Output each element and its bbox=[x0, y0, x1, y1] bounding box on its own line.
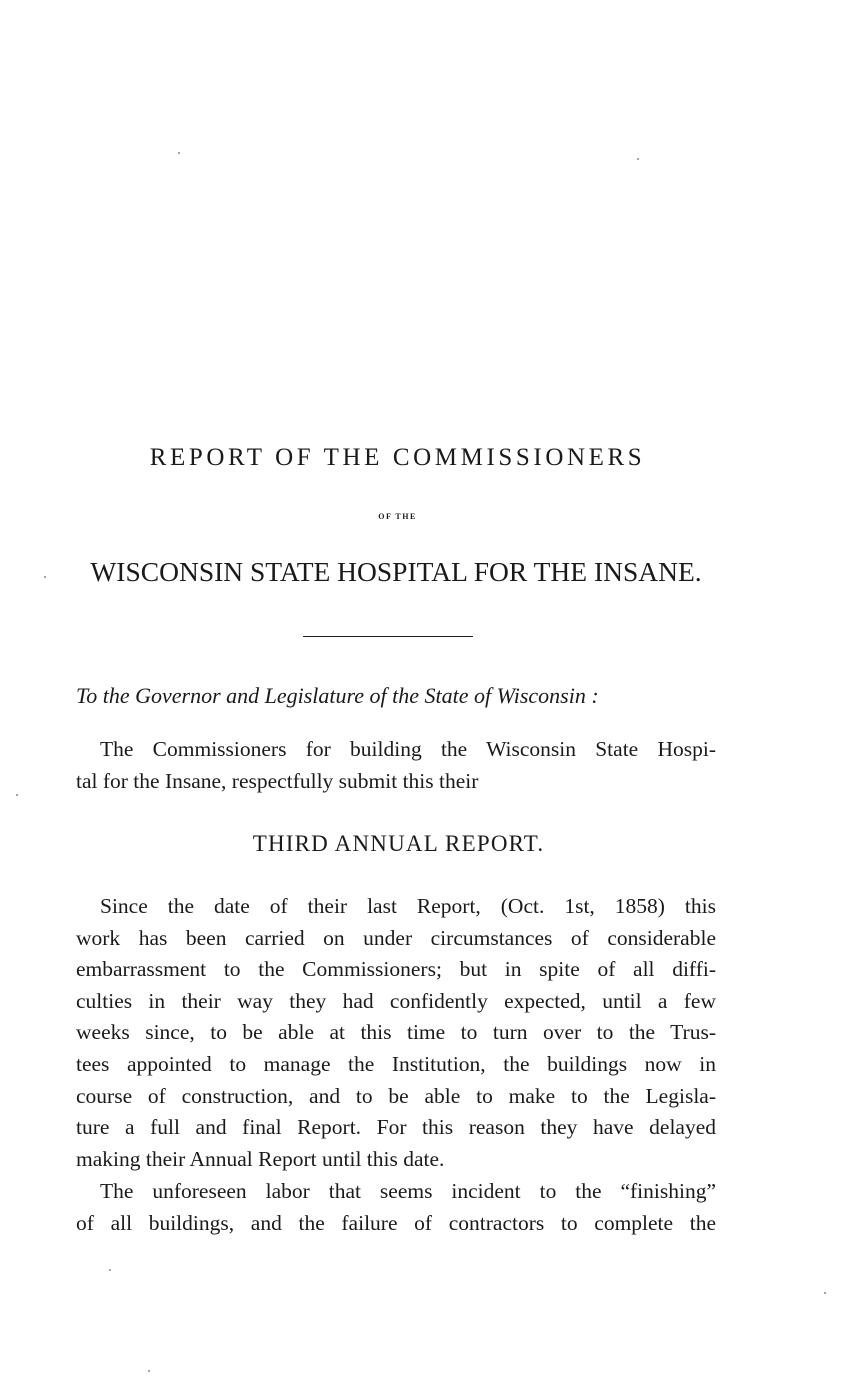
salutation: To the Governor and Legislature of the State of Wisconsin : bbox=[76, 683, 599, 708]
paragraph-line: weeks since, to be able at this time to turn over to the Trus- bbox=[76, 1020, 716, 1045]
paragraph-line: embarrassment to the Commissioners; but in spite of all diffi- bbox=[76, 957, 716, 982]
scan-speck bbox=[824, 1292, 826, 1294]
scan-speck bbox=[178, 152, 180, 154]
paragraph-line: of all buildings, and the failure of contractors to complete the bbox=[76, 1210, 716, 1235]
paragraph-line: tal for the Insane, respectfully submit this their bbox=[76, 768, 479, 793]
scan-speck bbox=[109, 1269, 111, 1271]
paragraph-line: tees appointed to manage the Institution, the buildings now in bbox=[76, 1051, 716, 1076]
of-the-connector: OF THE bbox=[378, 512, 417, 521]
paragraph-line: course of construction, and to be able to make to the Legisla- bbox=[76, 1083, 716, 1108]
scan-speck bbox=[16, 794, 18, 796]
title-rule bbox=[303, 636, 473, 637]
institution-name: WISCONSIN STATE HOSPITAL FOR THE INSANE. bbox=[90, 556, 702, 587]
scan-speck bbox=[148, 1370, 150, 1372]
paragraph-line: The Commissioners for building the Wisconsin State Hospi- bbox=[100, 737, 716, 761]
body-paragraph-2 bbox=[76, 1176, 716, 1239]
scan-speck bbox=[44, 576, 46, 578]
paragraph-line: culties in their way they had confidently expected, until a few bbox=[76, 988, 716, 1013]
paragraph-line: making their Annual Report until this date. bbox=[76, 1146, 445, 1171]
scan-speck bbox=[637, 158, 639, 160]
report-title: REPORT OF THE COMMISSIONERS bbox=[149, 444, 646, 471]
section-subheading: THIRD ANNUAL REPORT. bbox=[252, 831, 545, 856]
paragraph-line: ture a full and final Report. For this reason they have delayed bbox=[76, 1115, 716, 1140]
paragraph-line: The unforeseen labor that seems incident to the “finishing” bbox=[100, 1179, 716, 1203]
intro-paragraph bbox=[76, 734, 716, 797]
paragraph-line: work has been carried on under circumstances of considerable bbox=[76, 925, 716, 950]
paragraph-line: Since the date of their last Report, (Oct. 1st, 1858) this bbox=[100, 894, 716, 918]
body-paragraph-1 bbox=[76, 891, 716, 1175]
